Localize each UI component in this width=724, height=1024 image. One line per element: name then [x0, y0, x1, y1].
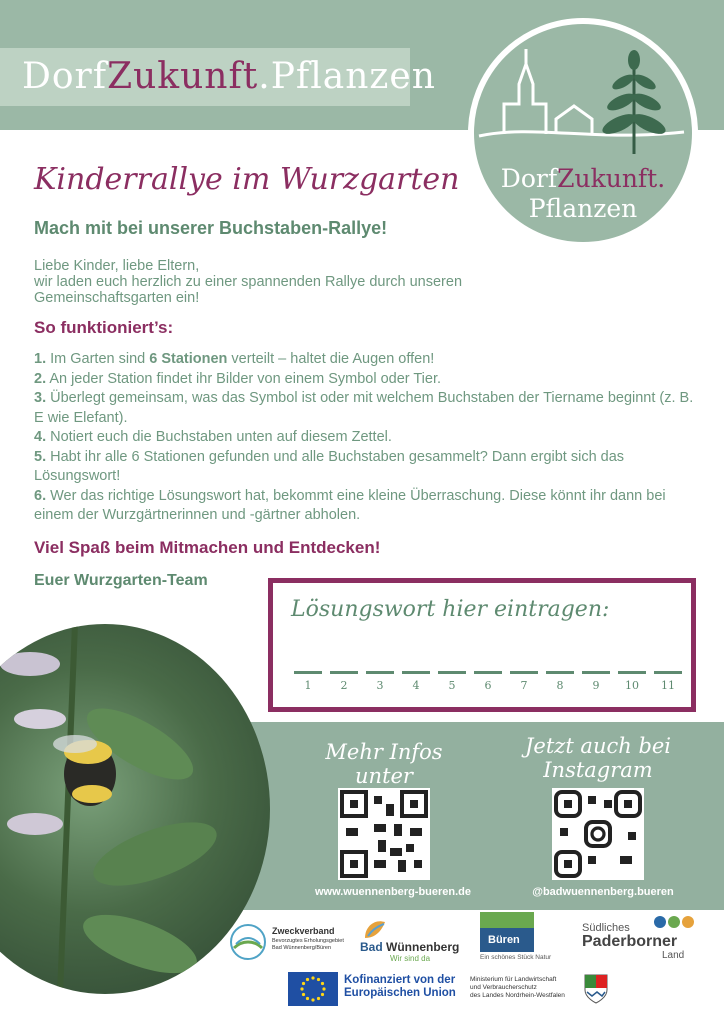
- list-item: 2. An jeder Station findet ihr Bilder von einem Symbol oder Tier.: [34, 370, 442, 387]
- instagram-handle[interactable]: @badwuennenberg.bueren: [532, 886, 674, 898]
- letter-slot-line: [366, 671, 394, 674]
- qr-code-icon: [338, 788, 430, 880]
- zweckverband-emblem-icon: [228, 922, 268, 962]
- list-item: 3. Überlegt gemeinsam, was das Symbol ist oder mit welchem Buchstaben der Tiername beginnt (z. B. E wie Elefant).: [34, 390, 694, 426]
- eu-flag-icon: [288, 972, 338, 1006]
- letter-slot[interactable]: [473, 671, 503, 692]
- letter-slot-line: [618, 671, 646, 674]
- letter-slot-number: 3: [376, 679, 384, 692]
- nrw-crest-icon: [584, 974, 608, 1004]
- more-info-title: Mehr Infos unter: [325, 740, 443, 788]
- letter-slot-line: [330, 671, 358, 674]
- letter-slot[interactable]: [545, 671, 575, 692]
- bad-wuennenberg-logo: Bad Wünnenberg Wir sind da: [358, 916, 470, 966]
- letter-slot[interactable]: [653, 671, 683, 692]
- title-part-dorf: Dorf: [22, 56, 108, 97]
- website-qr-code[interactable]: [338, 788, 430, 880]
- letter-slot-number: 7: [520, 679, 528, 692]
- list-item: 6. Wer das richtige Lösungswort hat, bekommt eine kleine Überraschung. Diese könnt ihr dann bei einem der Wurzgärtnerinnen und -gärtner abholen.: [34, 487, 666, 523]
- project-logo: [468, 18, 698, 248]
- letter-slot-number: 5: [448, 679, 456, 692]
- step-list: [34, 350, 694, 526]
- suedliches-paderborner-land-logo: Südliches Paderborner Land: [580, 916, 692, 962]
- eu-funding-note: Kofinanziert von der Europäischen Union: [344, 974, 456, 999]
- bad-wuennenberg-emblem-icon: [362, 916, 388, 942]
- how-it-works-title: So funktioniert’s:: [34, 318, 174, 337]
- letter-slot-line: [510, 671, 538, 674]
- solution-word-box: [268, 578, 696, 712]
- water-icon: [654, 916, 666, 928]
- list-item: 1. Im Garten sind 6 Stationen verteilt – haltet die Augen offen!: [34, 351, 435, 367]
- eu-stars-icon: [288, 972, 338, 1006]
- zweckverband-logo: Zweckverband Bevorzugtes Erholungsgebiet Bad Wünnenberg/Büren: [228, 920, 348, 964]
- instagram-qr-code[interactable]: [552, 788, 644, 880]
- bueren-logo: Büren Ein schönes Stück Natur: [480, 912, 560, 964]
- village-plant-illustration: [474, 24, 692, 164]
- team-signature: Euer Wurzgarten-Team: [34, 572, 208, 589]
- letter-slot-number: 11: [661, 679, 675, 692]
- subheadline: Mach mit bei unserer Buchstaben-Rallye!: [34, 218, 388, 238]
- letter-slot-number: 1: [304, 679, 312, 692]
- list-item: 5. Habt ihr alle 6 Stationen gefunden und alle Buchstaben gesammelt? Dann ergibt sich das Lösungswort!: [34, 448, 625, 484]
- letter-slot[interactable]: [437, 671, 467, 692]
- list-item: 4. Notiert euch die Buchstaben unten auf diesem Zettel.: [34, 429, 392, 445]
- letter-slot[interactable]: [581, 671, 611, 692]
- headline: Kinderrallye im Wurzgarten: [34, 162, 460, 197]
- closing-line: Viel Spaß beim Mitmachen und Entdecken!: [34, 538, 381, 557]
- letter-slot-number: 6: [484, 679, 492, 692]
- letter-slot-number: 2: [340, 679, 348, 692]
- letter-slot[interactable]: [329, 671, 359, 692]
- page-title: [22, 52, 436, 102]
- letter-slot-number: 10: [625, 679, 639, 692]
- sun-icon: [682, 916, 694, 928]
- letter-slot-number: 9: [592, 679, 600, 692]
- qr-code-icon: [552, 788, 644, 880]
- title-part-pflanzen: .Pflanzen: [258, 56, 436, 97]
- letter-slot[interactable]: [365, 671, 395, 692]
- letter-slot-line: [474, 671, 502, 674]
- letter-slot[interactable]: [293, 671, 323, 692]
- coat-of-arms-icon: [584, 974, 608, 1004]
- letter-slot-line: [546, 671, 574, 674]
- instagram-title: Jetzt auch bei Instagram: [524, 734, 672, 782]
- letter-slot[interactable]: [509, 671, 539, 692]
- letter-slot-number: 4: [412, 679, 420, 692]
- letter-slot-line: [294, 671, 322, 674]
- intro-text: Liebe Kinder, liebe Eltern, wir laden euch herzlich zu einer spannenden Rallye durch unseren Gemeinschaftsgarten ein!: [34, 258, 463, 306]
- letter-slot-line: [438, 671, 466, 674]
- letter-slot-line: [582, 671, 610, 674]
- letter-slot[interactable]: [401, 671, 431, 692]
- nature-icon: [668, 916, 680, 928]
- letter-slot[interactable]: [617, 671, 647, 692]
- logo-wordmark: DorfZukunft. Pflanzen: [500, 164, 666, 223]
- solution-label: Lösungswort hier eintragen:: [291, 597, 610, 622]
- ministry-note: Ministerium für Landwirtschaft und Verbraucherschutz des Landes Nordrhein-Westfalen: [470, 976, 565, 999]
- letter-slot-line: [402, 671, 430, 674]
- website-link[interactable]: www.wuennenberg-bueren.de: [314, 886, 472, 898]
- title-part-zukunft: Zukunft: [107, 56, 259, 97]
- letter-slot-line: [654, 671, 682, 674]
- letter-slot-number: 8: [556, 679, 564, 692]
